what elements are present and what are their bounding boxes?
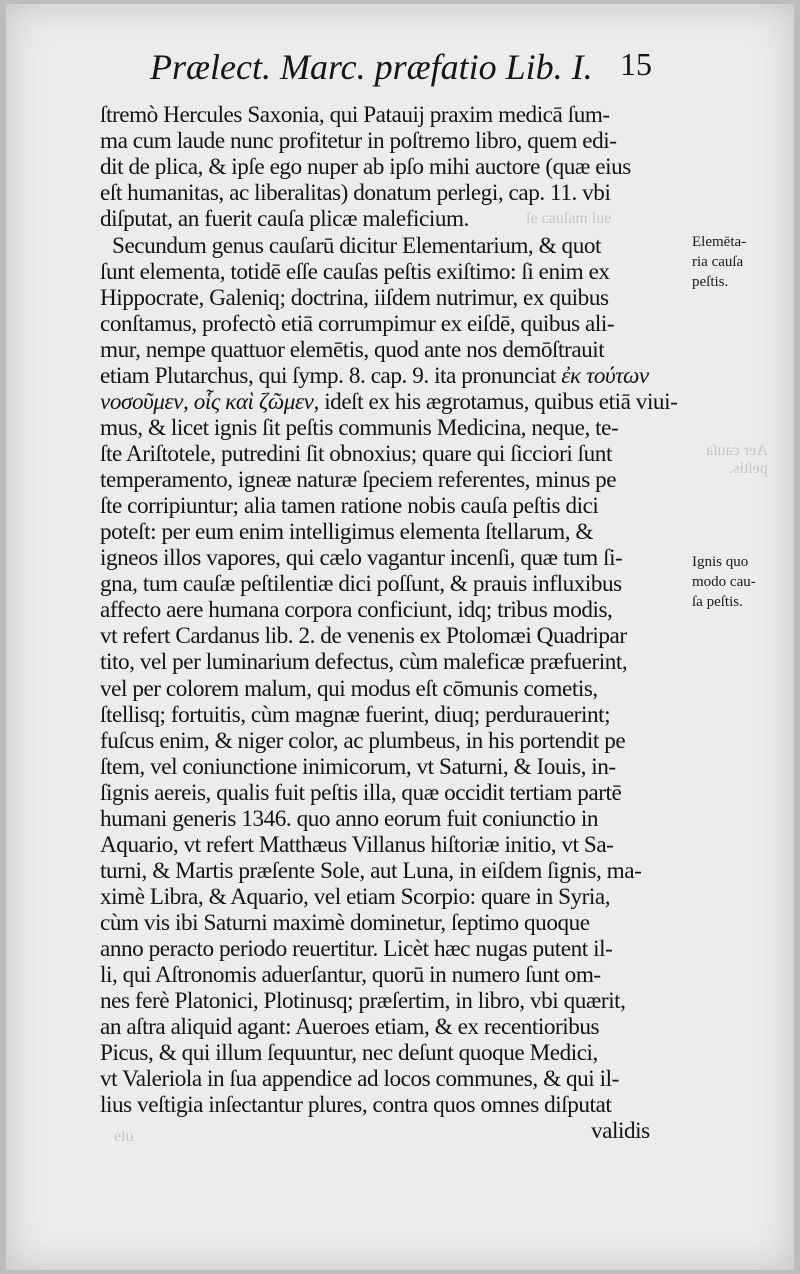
text-line: nes ferè Platonici, Plotinusq; præſertim, in libro, vbi quærit,	[100, 988, 626, 1014]
text-line: affecto aere humana corpora conficiunt, idq; tribus modis,	[100, 597, 613, 623]
margin-note-ignis: Ignis quo modo cau- ſa peſtis.	[692, 554, 756, 610]
text-line-latin: etiam Plutarchus, qui ſymp. 8. cap. 9. ita pronunciat	[100, 363, 556, 389]
text-line: temperamento, igneæ naturæ ſpeciem referentes, minus pe	[100, 467, 617, 493]
text-line: anno peracto periodo reuertitur. Licèt hæc nugas putent il-	[100, 936, 613, 962]
text-line: an aſtra aliquid agant: Aueroes etiam, & ex recentioribus	[100, 1014, 600, 1040]
book-page	[6, 4, 794, 1270]
text-line: ximè Libra, & Aquario, vel etiam Scorpio: quare in Syria,	[100, 884, 611, 910]
text-line: tito, vel per luminarium defectus, cùm maleficæ præfuerint,	[100, 649, 628, 675]
text-line: eſt humanitas, ac liberalitas) donatum perlegi, cap. 11. vbi	[100, 180, 611, 206]
greek-phrase: νοσοῦμεν, οἷς καὶ ζῶμεν,	[100, 389, 319, 415]
running-title: Prælect. Marc. præfatio Lib. I.	[150, 47, 593, 87]
text-line: mur, nempe quattuor elemētis, quod ante nos demōſtrauit	[100, 337, 605, 363]
text-line: vt refert Cardanus lib. 2. de venenis ex Ptolomæi Quadripar	[100, 623, 627, 649]
text-line: humani generis 1346. quo anno eorum fuit coniunctio in	[100, 806, 598, 832]
text-line: gna, tum cauſæ peſtilentiæ dici poſſunt, & prauis influxibus	[100, 571, 622, 597]
text-line: lius veſtigia inſectantur plures, contra quos omnes diſputat	[100, 1092, 612, 1118]
text-line: ſtem, vel coniunctione inimicorum, vt Saturni, & Iouis, in-	[100, 754, 616, 780]
text-line: Aquario, vt refert Matthæus Villanus hiſtoriæ initio, vt Sa-	[100, 832, 614, 858]
bleed-through-text: ſe cauſam lue	[526, 210, 612, 227]
text-line	[100, 389, 677, 416]
text-line: igneos illos vapores, qui cælo vagantur incenſi, quæ tum ſi-	[100, 545, 623, 571]
text-line: ſte corripiuntur; alia tamen ratione nobis cauſa peſtis dici	[100, 493, 599, 519]
bleed-through-text: eiu	[114, 1128, 134, 1145]
body-text	[6, 4, 794, 1270]
text-line: turni, & Martis præſente Sole, aut Luna, in eiſdem ſignis, ma-	[100, 858, 642, 884]
bleed-through-text: Aer cauſa peſtis.	[706, 442, 768, 477]
text-line: vel per colorem malum, qui modus eſt cōmunis cometis,	[100, 676, 598, 702]
page-number: 15	[620, 46, 652, 82]
text-line: ſunt elementa, totidē eſſe cauſas peſtis exiſtimo: ſi enim ex	[100, 259, 610, 285]
text-line: ſtellisq; fortuitis, cùm magnæ fuerint, diuq; perdurauerint;	[100, 702, 611, 728]
text-line: diſputat, an fuerit cauſa plicæ maleficium.	[100, 206, 469, 232]
text-line: ma cum laude nunc profitetur in poſtremo libro, quem edi-	[100, 128, 617, 154]
greek-phrase: ἐκ τούτων	[561, 363, 649, 389]
text-line: poteſt: per eum enim intelligimus elementa ſtellarum, &	[100, 519, 593, 545]
text-line: vt Valeriola in ſua appendice ad locos communes, & qui il-	[100, 1066, 619, 1092]
text-line: conſtamus, profectò etiā corrumpimur ex eiſdē, quibus ali-	[100, 311, 615, 337]
text-line: Picus, & qui illum ſequuntur, nec deſunt quoque Medici,	[100, 1040, 598, 1066]
text-line: Hippocrate, Galeniq; doctrina, iiſdem nutrimur, ex quibus	[100, 285, 609, 311]
text-line: li, qui Aſtronomis aduerſantur, quorū in numero ſunt om-	[100, 962, 601, 988]
text-line	[100, 363, 649, 390]
text-line: ſignis aereis, qualis fuit peſtis illa, quæ occidit tertiam partē	[100, 780, 622, 806]
text-line: fuſcus enim, & niger color, ac plumbeus, in his portendit pe	[100, 728, 626, 754]
text-line-latin: ideſt ex his ægrotamus, quibus etiā viui-	[324, 389, 678, 415]
margin-note-elementaria: Elemēta- ria cauſa peſtis.	[692, 234, 747, 290]
text-line: mus, & licet ignis ſit peſtis communis Medicina, neque, te-	[100, 415, 619, 441]
text-line: Secundum genus cauſarū dicitur Elementarium, & quot	[112, 233, 601, 259]
text-line: ſte Ariſtotele, putredini ſit obnoxius; quare qui ſicciori ſunt	[100, 441, 612, 467]
text-line: dit de plica, & ipſe ego nuper ab ipſo mihi auctore (quæ eius	[100, 154, 631, 180]
text-line: cùm vis ibi Saturni maximè dominetur, ſeptimo quoque	[100, 910, 590, 936]
catchword: validis	[591, 1118, 650, 1144]
text-line: ſtremò Hercules Saxonia, qui Patauij praxim medicā ſum-	[100, 102, 610, 128]
